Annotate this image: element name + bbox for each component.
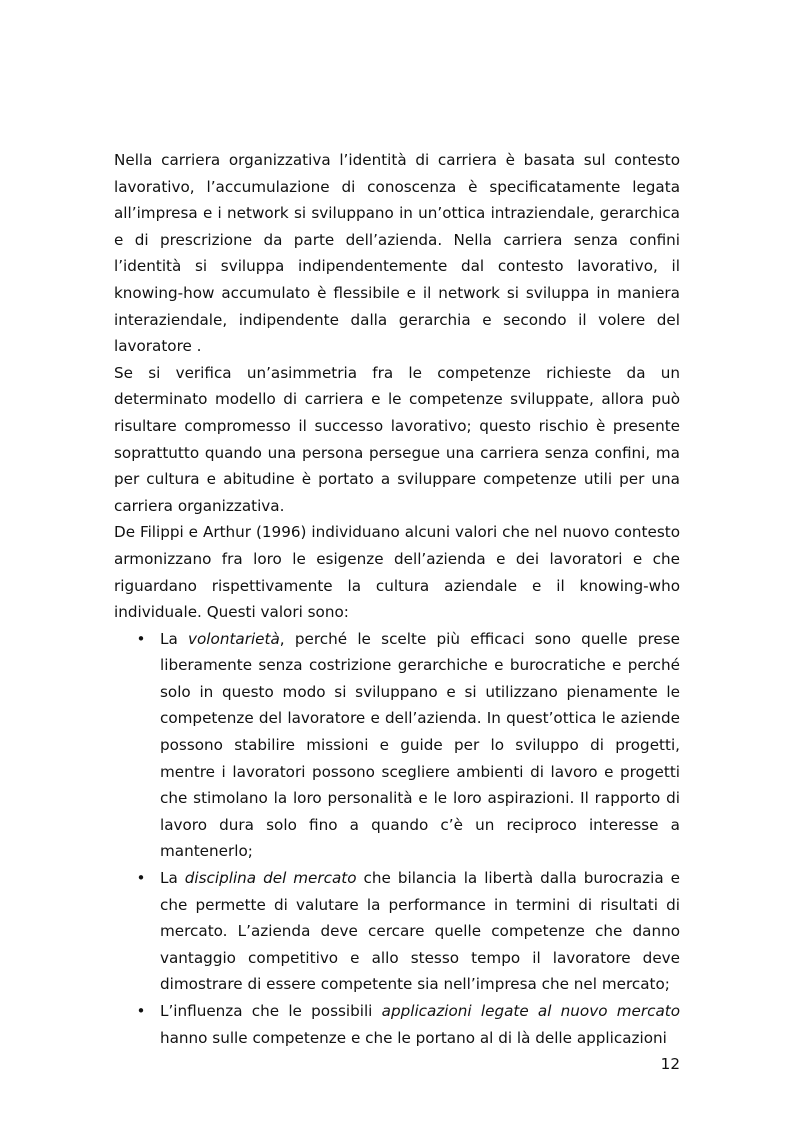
body-text xyxy=(114,147,680,1051)
list-item xyxy=(114,998,680,1051)
list-item-text-end: hanno sulle competenze e che le portano al di là delle applicazioni xyxy=(160,1028,667,1047)
list-item-text-start: La xyxy=(160,869,185,888)
page-number: 12 xyxy=(660,1055,680,1073)
list-item-text-start: La xyxy=(160,629,189,648)
bullet-icon: • xyxy=(136,629,146,648)
list-item-italic: applicazioni legate al nuovo mercato xyxy=(381,1002,680,1020)
paragraph-2: Se si verifica un’asimmetria fra le competenze richieste da un determinato modello di carriera e le competenze sviluppate, allora può risultare compromesso il successo lavorativo; questo rischio è presente soprattutto quando una persona persegue una carriera senza confini, ma per cultura e abitudine è portato a sviluppare competenze utili per una carriera organizzativa. xyxy=(114,363,680,515)
list-item-italic: disciplina del mercato xyxy=(184,869,357,888)
paragraph-1: Nella carriera organizzativa l’identità di carriera è basata sul contesto lavorativo, l’accumulazione di conoscenza è specificatamente legata all’impresa e i network si sviluppano in un’ottica intraziendale, gerarchica e di prescrizione da parte dell’azienda. Nella carriera senza confini l’identità si sviluppa indipendentemente dal contesto lavorativo, il knowing-how accumulato è flessibile e il network si sviluppa in maniera interaziendale, indipendente dalla gerarchia e secondo il volere del lavoratore . xyxy=(114,151,680,356)
bullet-icon: • xyxy=(136,869,146,888)
list-item-text-end: che bilancia la libertà dalla burocrazia e che permette di valutare la performance in termini di risultati di mercato. L’azienda deve cercare quelle competenze che danno vantaggio competitivo e allo stesso tempo il lavoratore deve dimostrare di essere competente sia nell’impresa che nel mercato; xyxy=(160,869,680,994)
list-item-text-start: L’influenza che le possibili xyxy=(160,1002,382,1020)
list-item xyxy=(114,626,680,865)
values-list xyxy=(114,626,680,1052)
paragraph-3: De Filippi e Arthur (1996) individuano alcuni valori che nel nuovo contesto armonizzano fra loro le esigenze dell’azienda e dei lavoratori e che riguardano rispettivamente la cultura aziendale e il knowing-who individuale. Questi valori sono: xyxy=(114,523,680,622)
list-item-italic: volontarietà xyxy=(188,629,280,648)
bullet-icon: • xyxy=(136,1002,146,1020)
list-item xyxy=(114,865,680,998)
list-item-text-end: , perché le scelte più efficaci sono quelle prese liberamente senza costrizione gerarchiche e burocratiche e perché solo in questo modo si sviluppano e si utilizzano pienamente le competenze del lavoratore e dell’azienda. In quest’ottica le aziende possono stabilire missioni e guide per lo sviluppo di progetti, mentre i lavoratori possono scegliere ambienti di lavoro e progetti che stimolano la loro personalità e le loro aspirazioni. Il rapporto di lavoro dura solo fino a quando c’è un reciproco interesse a mantenerlo; xyxy=(160,629,680,861)
